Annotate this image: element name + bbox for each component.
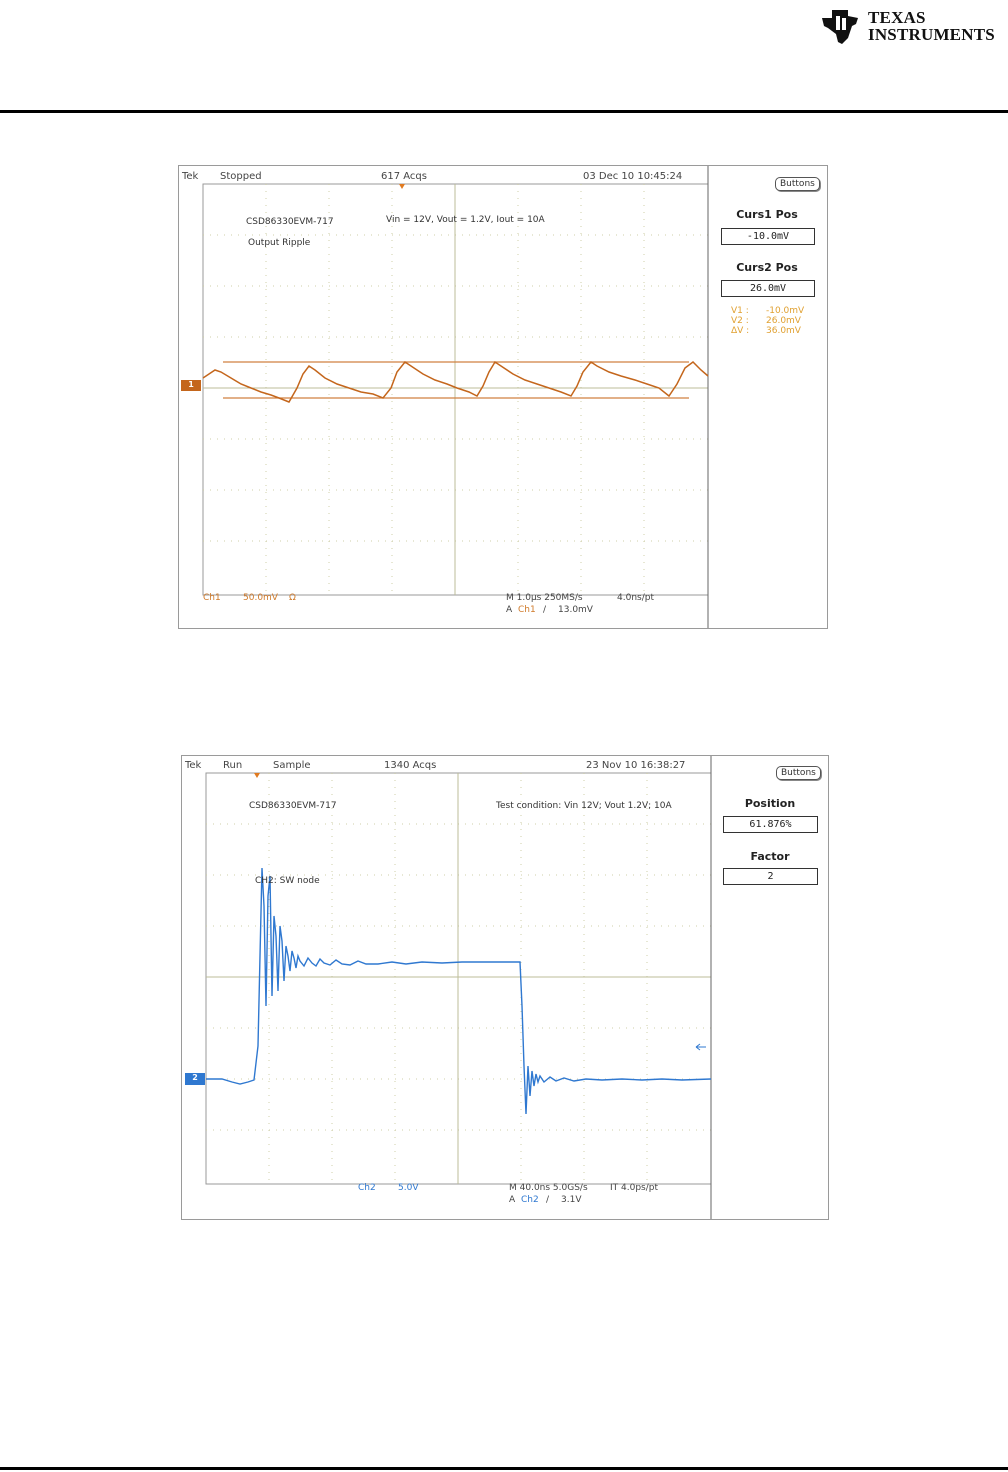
scope2-position-value: 61.876% xyxy=(723,816,818,833)
scope2-record: IT 4.0ps/pt xyxy=(610,1183,659,1193)
scope2-bottom-ch: Ch2 xyxy=(358,1183,376,1193)
scope1-curs1-value: -10.0mV xyxy=(721,228,815,245)
ti-wordmark xyxy=(868,9,995,43)
scope1-bottom-scale: 50.0mV xyxy=(243,593,278,603)
scope2-trigger-label: A xyxy=(509,1195,516,1205)
scope2-condition: Test condition: Vin 12V; Vout 1.2V; 10A xyxy=(496,801,672,811)
scope2-factor-title: Factor xyxy=(750,850,790,863)
scope2-trigger-position-marker xyxy=(254,773,260,778)
scope2-signal-label: CH2: SW node xyxy=(255,876,320,886)
scope2-trigger-channel: Ch2 xyxy=(521,1195,539,1205)
scope1-buttons-button[interactable]: Buttons xyxy=(775,177,820,191)
scope2-arrow-icon xyxy=(696,1044,706,1050)
scope1-bottom-ch: Ch1 xyxy=(203,593,221,603)
scope1-datetime: 03 Dec 10 10:45:24 xyxy=(583,171,683,182)
scope1-cursor-values: -10.0mV 26.0mV 36.0mV xyxy=(766,306,805,336)
scope-capture-output-ripple xyxy=(178,165,828,629)
scope2-mode: Sample xyxy=(273,760,311,771)
scope-capture-sw-node xyxy=(181,755,829,1220)
scope2-position-title: Position xyxy=(744,797,796,810)
texas-state-logo-icon xyxy=(818,4,862,48)
scope1-curs1-title: Curs1 Pos xyxy=(736,208,798,221)
scope2-board-label: CSD86330EVM-717 xyxy=(249,801,337,811)
scope1-bottom-coupling: Ω xyxy=(289,593,296,603)
ti-logo xyxy=(818,4,1008,48)
ti-wordmark-line2: INSTRUMENTS xyxy=(868,25,995,44)
scope2-bottom-scale: 5.0V xyxy=(398,1183,419,1193)
scope1-curs2-value: 26.0mV xyxy=(721,280,815,297)
scope1-timebase: M 1.0µs 250MS/s xyxy=(506,593,583,603)
scope2-ch2-ground-marker: 2 xyxy=(185,1073,205,1085)
scope2-buttons-button[interactable]: Buttons xyxy=(776,766,821,780)
header-rule xyxy=(0,110,1008,113)
scope1-trigger-position-marker xyxy=(399,184,405,189)
scope1-trigger-label: A xyxy=(506,605,513,615)
scope1-acqs: 617 Acqs xyxy=(381,171,427,182)
scope2-factor-value: 2 xyxy=(723,868,818,885)
scope2-state: Run xyxy=(223,760,243,771)
scope1-trigger-slope: / xyxy=(543,605,547,615)
scope1-ch1-ground-marker: 1 xyxy=(181,380,201,391)
scope2-brand: Tek xyxy=(185,760,202,771)
scope1-record: 4.0ns/pt xyxy=(617,593,654,603)
scope1-trigger-level: 13.0mV xyxy=(558,605,593,615)
scope2-trigger-slope: / xyxy=(546,1195,550,1205)
scope1-board-label: CSD86330EVM-717 xyxy=(246,217,334,227)
scope1-subtitle: Output Ripple xyxy=(248,238,311,248)
scope1-brand: Tek xyxy=(182,171,199,182)
scope2-trigger-level: 3.1V xyxy=(561,1195,582,1205)
footer-rule xyxy=(0,1467,1008,1470)
scope1-state: Stopped xyxy=(220,171,262,182)
scope1-condition: Vin = 12V, Vout = 1.2V, Iout = 10A xyxy=(386,215,545,225)
scope1-trigger-channel: Ch1 xyxy=(518,605,536,615)
scope2-acqs: 1340 Acqs xyxy=(384,760,437,771)
scope1-curs2-title: Curs2 Pos xyxy=(736,261,798,274)
scope2-datetime: 23 Nov 10 16:38:27 xyxy=(586,760,686,771)
ti-wordmark-line1: TEXAS xyxy=(868,8,926,27)
scope1-cursor-labels: V1 : V2 : ΔV : xyxy=(731,306,750,336)
scope2-timebase: M 40.0ns 5.0GS/s xyxy=(509,1183,588,1193)
